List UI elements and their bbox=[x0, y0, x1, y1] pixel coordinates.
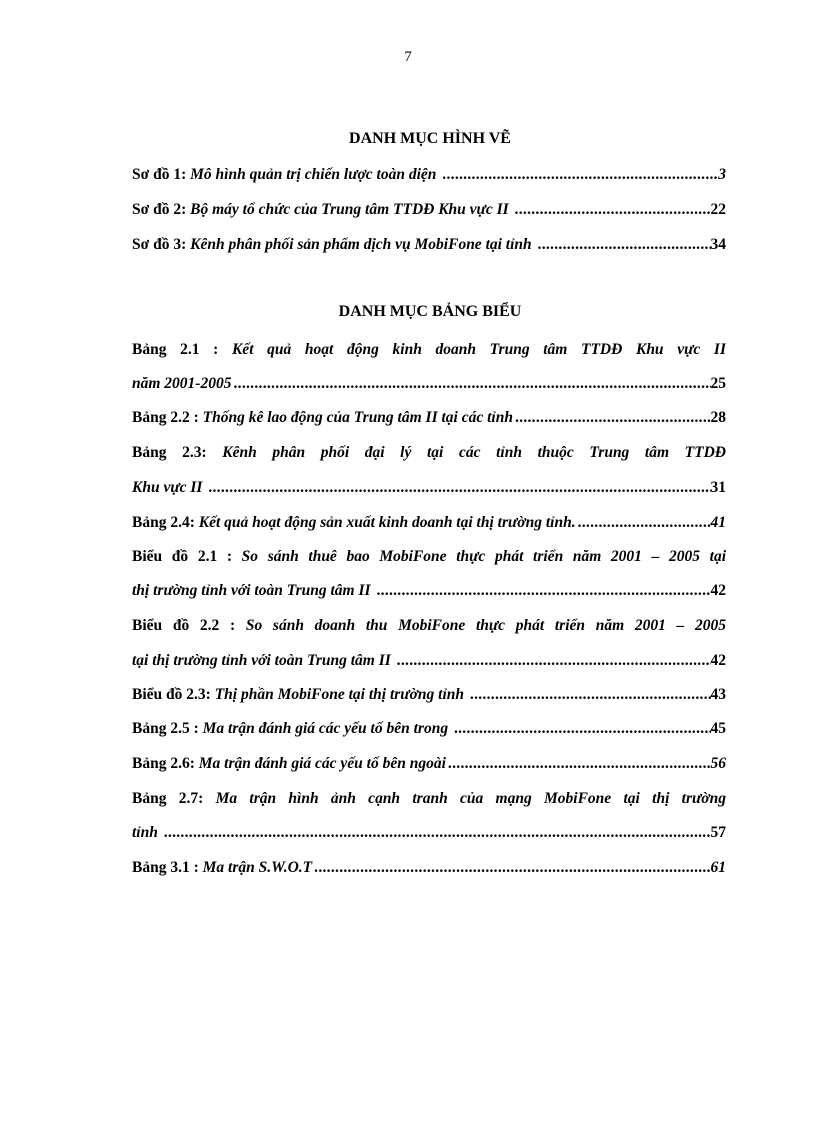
figures-heading: DANH MỤC HÌNH VẼ bbox=[349, 130, 511, 147]
toc-entry-chart-2-3[interactable]: Biểu đồ 2.3: Thị phần MobiFone tại thị trường tỉnh ..... 43 bbox=[132, 685, 726, 705]
toc-entry-table-2-1[interactable]: Bảng 2.1 : Kết quả hoạt động kinh doanh Trung tâm TTDĐ Khu vực II bbox=[132, 341, 726, 358]
toc-entry-table-2-7[interactable]: Bảng 2.7: Ma trận hình ảnh cạnh tranh của mạng MobiFone tại thị trường bbox=[132, 790, 726, 807]
toc-entry-table-2-3-cont[interactable]: Khu vực II ..... 31 bbox=[132, 478, 726, 498]
page-number: 7 bbox=[404, 49, 412, 65]
toc-entry-figure-2[interactable]: Sơ đồ 2: Bộ máy tổ chức của Trung tâm TTDĐ Khu vực II ..... 22 bbox=[132, 200, 726, 220]
toc-entry-figure-1[interactable]: Sơ đồ 1: Mô hình quản trị chiến lược toàn diện ..... 3 bbox=[132, 165, 726, 185]
toc-entry-figure-3[interactable]: Sơ đồ 3: Kênh phân phối sản phẩm dịch vụ MobiFone tại tỉnh ..... 34 bbox=[132, 235, 726, 255]
toc-entry-chart-2-2-cont[interactable]: tại thị trường tỉnh với toàn Trung tâm II ..... 42 bbox=[132, 651, 726, 671]
toc-entry-table-3-1[interactable]: Bảng 3.1 : Ma trận S.W.O.T ..... 61 bbox=[132, 858, 726, 878]
toc-entry-chart-2-2[interactable]: Biểu đồ 2.2 : So sánh doanh thu MobiFone thực phát triển năm 2001 – 2005 bbox=[132, 617, 726, 634]
toc-entry-table-2-5[interactable]: Bảng 2.5 : Ma trận đánh giá các yếu tố bên trong ..... 45 bbox=[132, 719, 726, 739]
toc-entry-table-2-1-cont[interactable]: năm 2001-2005 ..... 25 bbox=[132, 374, 726, 394]
toc-entry-table-2-3[interactable]: Bảng 2.3: Kênh phân phối đại lý tại các tỉnh thuộc Trung tâm TTDĐ bbox=[132, 444, 726, 461]
toc-entry-chart-2-1[interactable]: Biểu đồ 2.1 : So sánh thuê bao MobiFone thực phát triển năm 2001 – 2005 tại bbox=[132, 548, 726, 565]
toc-entry-table-2-6[interactable]: Bảng 2.6: Ma trận đánh giá các yếu tố bên ngoài ..... 56 bbox=[132, 754, 726, 774]
toc-entry-chart-2-1-cont[interactable]: thị trường tỉnh với toàn Trung tâm II ..... 42 bbox=[132, 581, 726, 601]
toc-entry-table-2-4[interactable]: Bảng 2.4: Kết quả hoạt động sản xuất kinh doanh tại thị trường tỉnh. ..... 41 bbox=[132, 513, 726, 533]
toc-entry-table-2-2[interactable]: Bảng 2.2 : Thống kê lao động của Trung tâm II tại các tỉnh ..... 28 bbox=[132, 408, 726, 428]
toc-entry-table-2-7-cont[interactable]: tỉnh ..... 57 bbox=[132, 823, 726, 843]
tables-heading: DANH MỤC BẢNG BIỂU bbox=[338, 303, 522, 320]
